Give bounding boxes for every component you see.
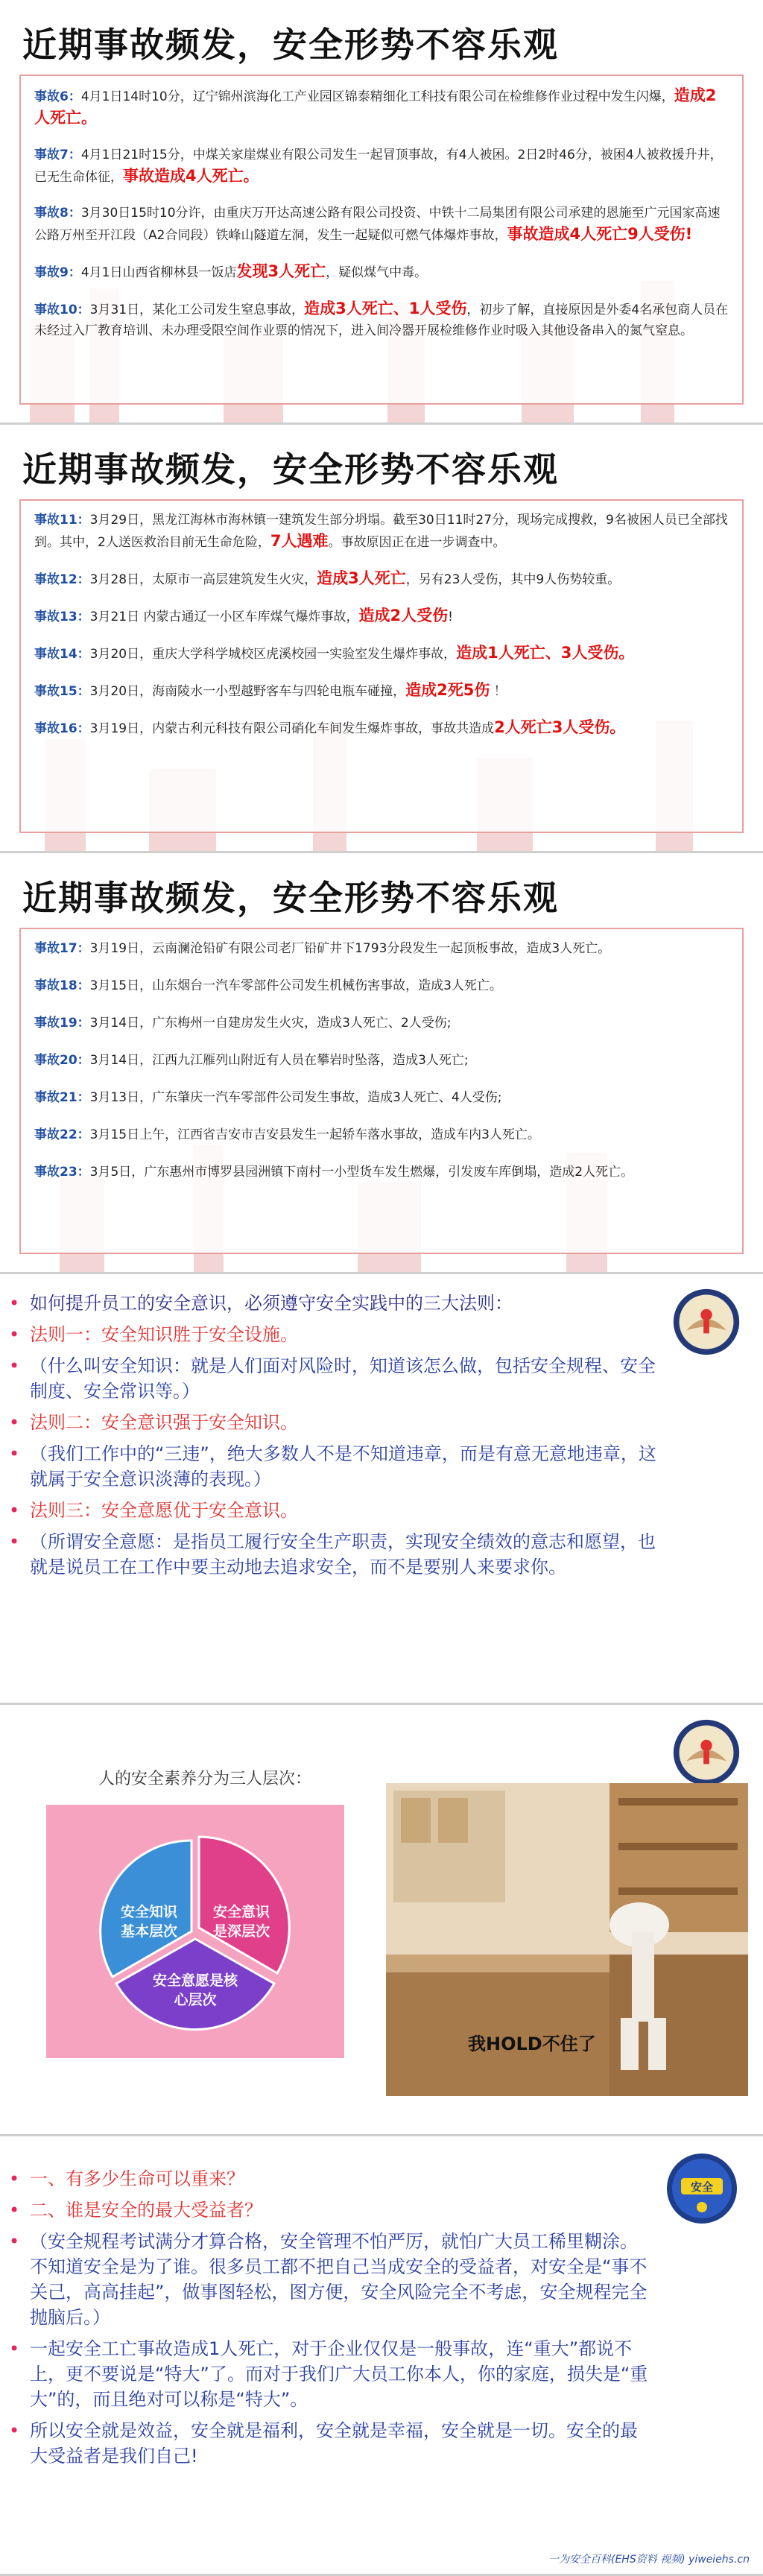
- accident-tag: 事故22：: [34, 1127, 90, 1142]
- accident-text: 3月30日15时10分许，由重庆万开达高速公路有限公司投资、中铁十二局集团有限公司承建的恩施至广元国家高速公路万州至开江段（A2合同段）铁峰山隧道左洞，发生一起疑似可燃气体爆炸事故，: [34, 206, 721, 243]
- bullet-dot-icon: •: [9, 2168, 20, 2189]
- accident-item: [34, 1124, 729, 1145]
- accident-text: 3月20日，重庆大学科学城校区虎溪校园一实验室发生爆炸事故，: [89, 647, 457, 662]
- footer-source: 一为安全百科(EHS资料 视频) yiweiehs.cn: [548, 2554, 750, 2566]
- bullet-text: 法则一：安全知识胜于安全设施。: [30, 1324, 298, 1345]
- accident-tag: 事故19：: [34, 1016, 90, 1031]
- kitchen-photo: [386, 1783, 748, 2096]
- accident-tail: 。事故原因正在进一步调查中。: [328, 535, 506, 550]
- principle-bullets: [9, 1291, 666, 1586]
- accident-tail: ，疑似煤气中毒。: [326, 265, 428, 280]
- bullet-dot-icon: •: [9, 1412, 20, 1433]
- bullet-item: [9, 2418, 651, 2469]
- accident-item: [34, 938, 729, 959]
- accident-tail: ！: [490, 684, 507, 699]
- accident-tag: 事故20：: [34, 1053, 90, 1068]
- accident-list: [19, 499, 744, 833]
- safety-badge-icon: [665, 2151, 739, 2226]
- bullet-text: （安全规程考试满分才算合格，安全管理不怕严厉，就怕广大员工稀里糊涂。不知道安全是为了谁。很多员工都不把自己当成安全的受益者，对安全是“事不关己，高高挂起”，做事图轻松，图方便，安全风险完全不考虑，安全规程完全抛脑后。）: [30, 2231, 648, 2328]
- accident-highlight: 造成2人受伤: [358, 607, 449, 624]
- slide-three-principles: [0, 1274, 763, 1705]
- bullet-text: 所以安全就是效益，安全就是福利，安全就是幸福，安全就是一切。安全的最大受益者是我们自己!: [30, 2420, 638, 2466]
- bullet-text: 二、谁是安全的最大受益者？: [30, 2200, 262, 2221]
- safety-hands-logo-icon: [671, 1717, 742, 1788]
- level-knowledge-line1: 安全知识: [120, 1904, 178, 1920]
- accident-text: 3月14日，江西九江雁列山附近有人员在攀岩时坠落，造成3人死亡;: [89, 1053, 469, 1068]
- bullet-item: [9, 1498, 666, 1523]
- bullet-text: 法则三：安全意愿优于安全意识。: [30, 1500, 298, 1521]
- accident-tag: 事故10：: [34, 303, 90, 317]
- accident-text: 3月31日，某化工公司发生窒息事故，: [89, 303, 305, 317]
- photo-caption: 我HOLD不住了: [468, 2034, 596, 2054]
- accident-list: [19, 928, 744, 1254]
- bullet-item: [9, 1353, 666, 1404]
- accident-item: [34, 680, 729, 702]
- bullet-item: [9, 1441, 666, 1492]
- accident-highlight: 事故造成4人死亡9人受伤!: [507, 225, 693, 243]
- accident-item: [34, 1013, 729, 1034]
- levels-caption: 人的安全素养分为三人层次：: [98, 1770, 312, 1788]
- bullet-item: [9, 1529, 666, 1580]
- accident-tag: 事故11：: [34, 513, 90, 528]
- bullet-dot-icon: •: [9, 1293, 20, 1314]
- slide-safety-levels: [0, 1705, 763, 2136]
- accident-tag: 事故13：: [34, 610, 90, 624]
- accident-highlight: 造成1人死亡、3人受伤。: [456, 644, 635, 662]
- accident-tag: 事故17：: [34, 941, 90, 956]
- accident-text: 3月21日 内蒙古通辽一小区车库煤气爆炸事故，: [89, 610, 359, 624]
- accident-text: 4月1日21时15分，中煤关家崖煤业有限公司发生一起冒顶事故，有4人被困。2日2时46分，被困4人被救援升井，已无生命体征，: [34, 148, 723, 185]
- level-awareness-line1: 安全意识: [212, 1904, 270, 1920]
- accident-text: 3月28日，太原市一高层建筑发生火灾，: [89, 572, 317, 587]
- accident-tag: 事故12：: [34, 572, 90, 587]
- level-willingness-line2: 心层次: [174, 1992, 217, 2008]
- accident-highlight: 造成3人死亡: [317, 569, 406, 587]
- safety-hands-logo-icon: [671, 1286, 742, 1358]
- accident-item: [34, 605, 729, 627]
- accident-text: 4月1日山西省柳林县一饭店: [80, 265, 237, 280]
- accident-tail: !: [448, 610, 453, 624]
- bullet-text: 一、有多少生命可以重来？: [30, 2168, 244, 2189]
- accident-text: 3月13日，广东肇庆一汽车零部件公司发生事故，造成3人死亡、4人受伤;: [89, 1090, 502, 1105]
- accident-highlight: 事故造成4人死亡。: [123, 167, 259, 185]
- accident-text: 3月15日，山东烟台一汽车零部件公司发生机械伤害事故，造成3人死亡。: [89, 978, 502, 993]
- accident-tag: 事故21：: [34, 1090, 90, 1105]
- accident-item: [34, 298, 729, 341]
- accident-highlight: 发现3人死亡: [236, 262, 326, 280]
- slide-beneficiary: [0, 2136, 763, 2576]
- accident-tag: 事故18：: [34, 978, 90, 993]
- accident-item: [34, 1087, 729, 1108]
- bullet-item: [9, 1291, 666, 1316]
- bullet-dot-icon: •: [9, 1443, 20, 1464]
- accident-tag: 事故9：: [34, 265, 81, 280]
- three-level-diagram: [46, 1805, 344, 2058]
- bullet-dot-icon: •: [9, 2420, 20, 2441]
- slide-title: 近期事故频发，安全形势不容乐观: [22, 878, 559, 918]
- badge-text: 安全: [690, 2180, 714, 2194]
- accident-text: 3月29日，黑龙江海林市海林镇一建筑发生部分坍塌。截至30日11时27分，现场完成搜救，9名被困人员已全部找到。其中，2人送医救治目前无生命危险，: [34, 513, 728, 550]
- bullet-dot-icon: •: [9, 1355, 20, 1376]
- accident-text: 3月19日，内蒙古利元科技有限公司硝化车间发生爆炸事故，事故共造成: [89, 721, 495, 736]
- slide-title: 近期事故频发，安全形势不容乐观: [22, 449, 559, 490]
- accident-text: 3月14日，广东梅州一自建房发生火灾，造成3人死亡、2人受伤;: [89, 1016, 452, 1031]
- accident-item: [34, 85, 729, 130]
- accident-text: 3月20日，海南陵水一小型越野客车与四轮电瓶车碰撞，: [89, 684, 406, 699]
- accident-item: [34, 975, 729, 996]
- slide-accidents-1: [0, 0, 763, 425]
- accident-list: [19, 75, 744, 405]
- accident-item: [34, 261, 729, 283]
- accident-tag: 事故14：: [34, 647, 90, 662]
- bullet-item: [9, 2229, 651, 2330]
- bullet-text: 如何提升员工的安全意识，必须遵守安全实践中的三大法则：: [30, 1293, 513, 1314]
- accident-item: [34, 642, 729, 665]
- accident-highlight: 造成3人死亡、1人受伤: [304, 300, 467, 317]
- accident-tag: 事故16：: [34, 721, 90, 736]
- bullet-text: 一起安全工亡事故造成1人死亡，对于企业仅仅是一般事故，连“重大”都说不上，更不要说是“特大”了。而对于我们广大员工你本人，你的家庭，损失是“重大”的，而且绝对可以称是“特大”。: [30, 2338, 648, 2410]
- accident-tail: ，另有23人受伤，其中9人伤势较重。: [405, 572, 621, 587]
- accident-text: 3月19日，云南澜沧铅矿有限公司老厂铅矿井下1793分段发生一起顶板事故，造成3人死亡。: [89, 941, 611, 956]
- level-awareness-line2: 是深层次: [212, 1923, 270, 1940]
- bullet-dot-icon: •: [9, 1531, 20, 1552]
- bullet-dot-icon: •: [9, 1500, 20, 1521]
- bullet-text: 法则二：安全意识强于安全知识。: [30, 1412, 298, 1433]
- level-willingness-line1: 安全意愿是核: [152, 1972, 238, 1989]
- accident-tag: 事故8：: [34, 206, 81, 221]
- bullet-item: [9, 1410, 666, 1435]
- bullet-item: [9, 2336, 651, 2412]
- accident-text: 3月5日，广东惠州市博罗县园洲镇下南村一小型货车发生燃爆，引发废车库倒塌，造成2人死亡。: [89, 1165, 634, 1180]
- accident-highlight: 7人遇难: [270, 532, 329, 550]
- accident-item: [34, 1050, 729, 1071]
- accident-item: [34, 203, 729, 246]
- accident-text: 3月15日上午，江西省吉安市吉安县发生一起轿车落水事故，造成车内3人死亡。: [89, 1127, 540, 1142]
- accident-item: [34, 510, 729, 553]
- accident-item: [34, 145, 729, 188]
- bullet-item: [9, 1322, 666, 1347]
- bullet-text: （所谓安全意愿：是指员工履行安全生产职责，实现安全绩效的意志和愿望，也就是说员工在工作中要主动地去追求安全，而不是要别人来要求你。: [30, 1531, 656, 1577]
- slide-accidents-3: [0, 853, 763, 1274]
- bullet-text: （什么叫安全知识：就是人们面对风险时，知道该怎么做，包括安全规程、安全制度、安全常识等。）: [30, 1355, 656, 1402]
- accident-item: [34, 717, 729, 739]
- level-knowledge-line2: 基本层次: [120, 1923, 178, 1940]
- accident-item: [34, 1162, 729, 1183]
- slide-accidents-2: [0, 425, 763, 853]
- accident-highlight: 造成2人死亡。: [34, 86, 717, 127]
- bullet-item: [9, 2197, 651, 2223]
- bullet-dot-icon: •: [9, 1324, 20, 1345]
- accident-tag: 事故23：: [34, 1165, 90, 1180]
- bullet-item: [9, 2166, 651, 2192]
- bullet-dot-icon: •: [9, 2231, 20, 2252]
- accident-item: [34, 568, 729, 590]
- accident-tag: 事故6：: [34, 89, 81, 104]
- accident-highlight: 2人死亡3人受伤。: [494, 718, 626, 736]
- bullet-text: （我们工作中的“三违”，绝大多数人不是不知道违章，而是有意无意地违章，这就属于安全意识淡薄的表现。）: [30, 1443, 656, 1490]
- slide-title: 近期事故频发，安全形势不容乐观: [22, 25, 559, 65]
- accident-tag: 事故15：: [34, 684, 90, 699]
- bullet-dot-icon: •: [9, 2200, 20, 2221]
- accident-tag: 事故7：: [34, 148, 81, 162]
- accident-text: 4月1日14时10分，辽宁锦州滨海化工产业园区锦泰精细化工科技有限公司在检维修作业过程中发生闪爆，: [80, 89, 674, 104]
- bullet-dot-icon: •: [9, 2338, 20, 2359]
- accident-highlight: 造成2死5伤: [405, 681, 490, 699]
- beneficiary-bullets: [9, 2166, 651, 2475]
- accident-tail: ，初步了解，直接原因是外委4名承包商人员在未经过入厂教育培训、未办理受限空间作业票的情况下，进入间冷器开展检维修作业时吸入其他设备串入的氮气窒息。: [34, 303, 729, 338]
